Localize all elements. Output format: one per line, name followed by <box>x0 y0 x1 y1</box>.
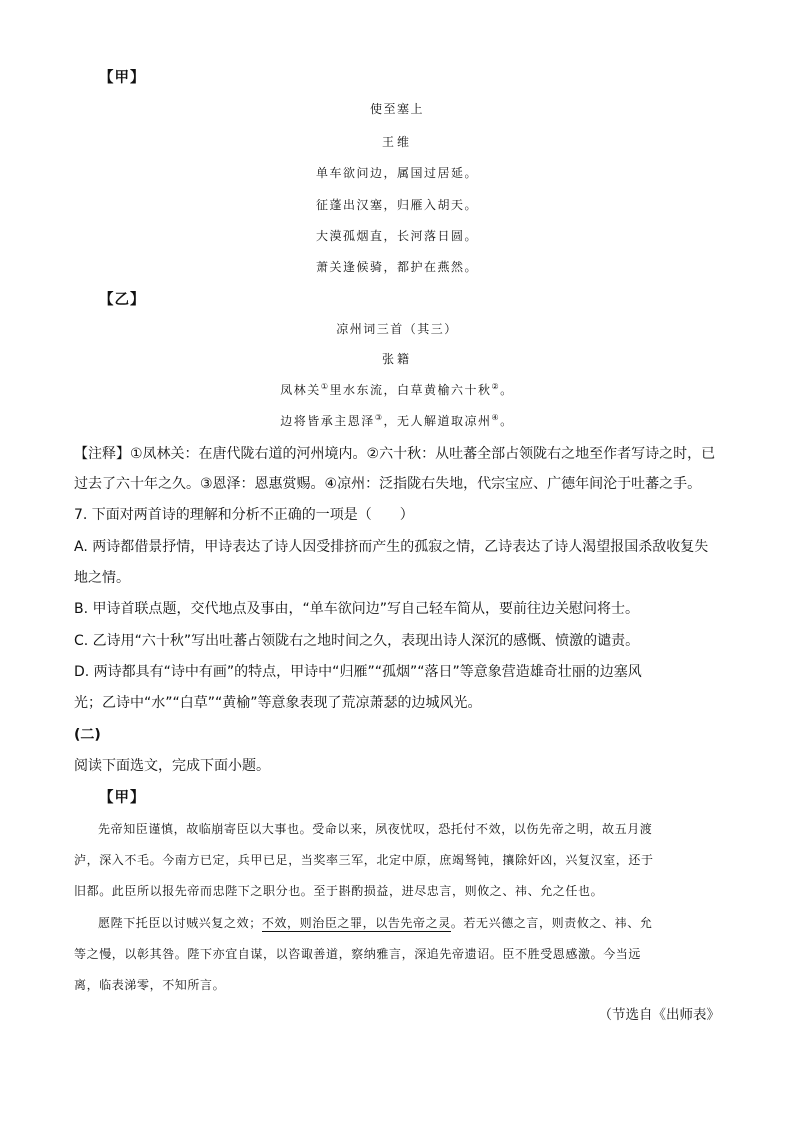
poem-a-author: 王维 <box>381 135 412 149</box>
prose-p1-line-3: 旧都。此臣所以报先帝而忠陛下之职分也。至于斟酌损益，进尽忠言，则攸之、祎、允之任也。 <box>74 884 604 898</box>
footnote-ref-2: ② <box>491 382 501 391</box>
poem-b-title: 凉州词三首（其三） <box>336 322 458 336</box>
excerpt-source: （节选自《出师表》 <box>598 1007 720 1023</box>
section-heading-two: (二) <box>74 727 101 743</box>
prose-p1-line-2: 泸，深入不毛。今南方已定，兵甲已足，当奖率三军，北定中原，庶竭驽钝，攘除奸凶，兴复汉室，还于 <box>74 853 654 867</box>
footnote-ref-1: ① <box>320 382 330 391</box>
poem-b-line-2: 边将皆承主恩泽③，无人解道取凉州④。 <box>280 413 514 428</box>
poem-b-line-1: 凤林关①里水东流，白草黄榆六十秋②。 <box>280 382 514 397</box>
underlined-sentence: 不效，则治臣之罪，以告先帝之灵 <box>261 916 451 930</box>
option-d-line-2: 光；乙诗中“水”“白草”“黄榆”等意象表现了荒凉萧瑟的边城风光。 <box>74 695 482 711</box>
option-b: B. 甲诗首联点题，交代地点及事由，“单车欲问边”写自己轻车简从，要前往边关慰问将士。 <box>74 601 640 617</box>
annotation-line-1: 【注释】①凤林关：在唐代陇右道的河州境内。②六十秋：从吐蕃全部占领陇右之地至作者写诗之时，已 <box>74 446 716 462</box>
prose-p2-line-2: 等之慢，以彰其咎。陛下亦宜自谋，以咨诹善道，察纳雅言，深追先帝遗诏。臣不胜受恩感激。今当远 <box>74 947 642 961</box>
section-marker-jia-2: 【甲】 <box>99 789 146 806</box>
option-c: C. 乙诗用“六十秋”写出吐蕃占领陇右之地时间之久，表现出诗人深沉的感慨、愤激的谴责。 <box>74 633 640 649</box>
option-d-line-1: D. 两诗都具有“诗中有画”的特点，甲诗中“归雁”“孤烟”“落日”等意象营造雄奇壮丽的边塞风 <box>74 664 642 680</box>
question-7-stem: 7. 下面对两首诗的理解和分析不正确的一项是（ ） <box>74 507 414 523</box>
prose-p2-line-3: 离，临表涕零，不知所言。 <box>74 978 226 992</box>
prose-p1-line-1: 先帝知臣谨慎，故临崩寄臣以大事也。受命以来，夙夜忧叹，恐托付不效，以伤先帝之明，故五月渡 <box>98 822 653 836</box>
poem-a-title: 使至塞上 <box>369 102 424 116</box>
poem-a-line-1: 单车欲问边，属国过居延。 <box>315 166 478 180</box>
annotation-line-2: 过去了六十年之久。③恩泽：恩惠赏赐。④凉州：泛指陇右失地，代宗宝应、广德年间沦于吐蕃之手。 <box>74 476 702 492</box>
section-marker-yi: 【乙】 <box>99 291 146 308</box>
option-a-line-1: A. 两诗都借景抒情，甲诗表达了诗人因受排挤而产生的孤寂之情，乙诗表达了诗人渴望报国杀敌收复失 <box>74 539 709 555</box>
footnote-ref-3: ③ <box>374 413 384 422</box>
prose-p2-line-1: 愿陛下托臣以讨贼兴复之效；不效，则治臣之罪，以告先帝之灵。若无兴德之言，则责攸之、祎、允 <box>98 916 653 930</box>
poem-a-line-3: 大漠孤烟直，长河落日圆。 <box>315 229 478 243</box>
poem-b-author: 张籍 <box>381 352 412 366</box>
section-marker-jia: 【甲】 <box>99 69 146 86</box>
reading-instruction: 阅读下面选文，完成下面小题。 <box>74 758 270 774</box>
option-a-line-2: 地之情。 <box>74 570 130 586</box>
poem-a-line-2: 征蓬出汉塞，归雁入胡天。 <box>315 198 478 212</box>
poem-a-line-4: 萧关逢候骑，都护在燕然。 <box>315 260 478 274</box>
footnote-ref-4: ④ <box>491 413 501 422</box>
